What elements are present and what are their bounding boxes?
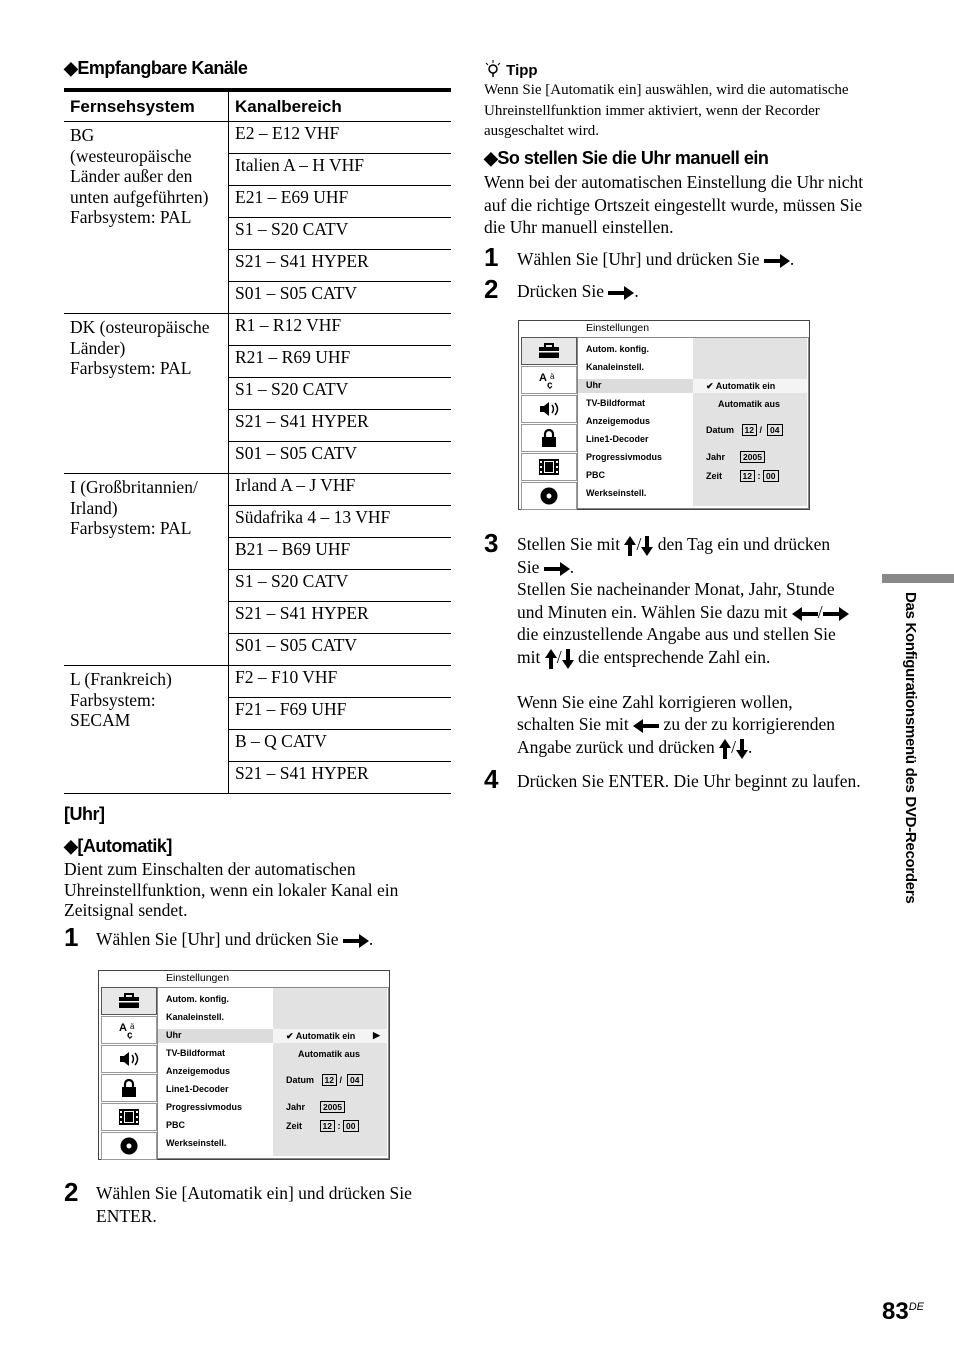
language-icon-tab[interactable] [101, 1016, 157, 1044]
step-number: 2 [64, 1177, 79, 1207]
menu-item[interactable]: Anzeigemodus [586, 416, 651, 426]
table-cell-range: S1 – S20 CATV [229, 570, 452, 602]
system-line: I (Großbritannien/ [70, 477, 198, 497]
table-cell-range: F2 – F10 VHF [229, 666, 452, 698]
speaker-icon [538, 401, 560, 417]
year-row: Jahr 2005 [706, 451, 765, 463]
film-icon-tab[interactable] [101, 1103, 157, 1131]
system-line: BG [70, 125, 95, 145]
table-header-range: Kanalbereich [229, 90, 452, 122]
system-line: (westeuropäische [70, 145, 192, 166]
toolbox-icon [118, 993, 140, 1009]
menu-item[interactable]: Werkseinstell. [166, 1138, 227, 1148]
menu-item[interactable]: TV-Bildformat [166, 1048, 226, 1058]
speaker-icon-tab[interactable] [101, 1045, 157, 1073]
tip-label: Tipp [484, 60, 538, 79]
table-cell-range: Irland A – J VHF [229, 474, 452, 506]
step-text: Wählen Sie [Automatik ein] und drücken Sie ENTER. [96, 1183, 412, 1226]
system-line: Länder) [70, 337, 126, 358]
table-cell-system [64, 474, 229, 666]
step-number: 2 [484, 274, 499, 304]
system-line: Farbsystem: PAL [70, 518, 192, 538]
year-field[interactable]: 2005 [740, 451, 765, 463]
table-cell-range: S01 – S05 CATV [229, 282, 452, 314]
table-cell-range: S21 – S41 HYPER [229, 250, 452, 282]
svg-text:ç: ç [127, 1030, 133, 1039]
day-field[interactable]: 12 [742, 424, 757, 436]
system-line: Farbsystem: [70, 689, 156, 710]
table-cell-range: Italien A – H VHF [229, 154, 452, 186]
system-line: Farbsystem: PAL [70, 207, 192, 227]
system-line: Länder außer den [70, 166, 193, 186]
hour-field[interactable]: 12 [740, 470, 755, 482]
section-heading-channels: ◆Empfangbare Kanäle [64, 58, 248, 78]
film-icon [539, 459, 559, 475]
arrow-down-icon [641, 536, 653, 556]
year-row: Jahr 2005 [286, 1101, 345, 1113]
arrow-right-icon [764, 254, 790, 268]
diamond-bullet-icon: ◆ [484, 148, 498, 168]
table-cell-range: S21 – S41 HYPER [229, 410, 452, 442]
table-row [64, 122, 451, 154]
step-text: Wählen Sie [Uhr] und drücken Sie . [517, 249, 795, 269]
day-field[interactable]: 12 [322, 1074, 337, 1086]
tip-text: Wenn Sie [Automatik ein] auswählen, wird die automatische Uhreinstellfunktion immer aktiviert, wenn der Recorder ausgeschaltet wird. [484, 82, 849, 139]
step-number: 1 [484, 242, 499, 272]
toolbox-icon-tab[interactable] [101, 987, 157, 1015]
arrow-up-icon [624, 536, 636, 556]
speaker-icon-tab[interactable] [521, 395, 577, 423]
system-line: unten aufgeführten) [70, 186, 209, 207]
lock-icon [541, 429, 557, 447]
system-line: SECAM [70, 710, 131, 730]
menu-item[interactable]: Uhr [166, 1030, 182, 1040]
arrow-up-icon [545, 649, 557, 669]
menu-item[interactable]: Line1-Decoder [166, 1084, 229, 1094]
check-icon: ✔ [706, 381, 714, 391]
language-icon-tab[interactable] [521, 366, 577, 394]
arrow-right-icon [544, 562, 570, 576]
time-row: Zeit 12 : 00 [286, 1120, 359, 1132]
month-field[interactable]: 04 [767, 424, 782, 436]
table-row [64, 314, 451, 346]
table-cell-range: R1 – R12 VHF [229, 314, 452, 346]
table-cell-system [64, 122, 229, 314]
table-row [64, 666, 451, 698]
page-number: 83DE [882, 1298, 924, 1325]
year-field[interactable]: 2005 [320, 1101, 345, 1113]
step-text: Drücken Sie ENTER. Die Uhr beginnt zu laufen. [517, 771, 861, 791]
table-cell-range: S1 – S20 CATV [229, 218, 452, 250]
month-field[interactable]: 04 [347, 1074, 362, 1086]
lock-icon-tab[interactable] [101, 1074, 157, 1102]
table-cell-system [64, 314, 229, 474]
arrow-down-icon [562, 649, 574, 669]
svg-text:ç: ç [547, 380, 553, 389]
table-cell-range: S1 – S20 CATV [229, 378, 452, 410]
time-row: Zeit 12 : 00 [706, 470, 779, 482]
channel-table [64, 88, 451, 794]
arrow-down-icon [736, 739, 748, 759]
arrow-right-icon [608, 286, 634, 300]
svg-text:A: A [119, 1022, 127, 1034]
menu-item[interactable]: PBC [586, 470, 606, 480]
settings-screen-automatik [98, 970, 390, 1160]
speaker-icon [118, 1051, 140, 1067]
minute-field[interactable]: 00 [763, 470, 778, 482]
table-cell-range: S21 – S41 HYPER [229, 602, 452, 634]
toolbox-icon-tab[interactable] [521, 337, 577, 365]
table-cell-range: B – Q CATV [229, 730, 452, 762]
menu-item[interactable]: Autom. konfig. [166, 994, 229, 1004]
disc-icon [120, 1137, 138, 1155]
manual-description: Wenn bei der automatischen Einstellung die Uhr nicht auf die richtige Ortszeit eingestellt wurde, müssen Sie die Uhr manuell einstellen. [484, 172, 864, 237]
hour-field[interactable]: 12 [320, 1120, 335, 1132]
system-line: Farbsystem: PAL [70, 358, 192, 378]
menu-item[interactable]: Progressivmodus [166, 1102, 243, 1112]
table-cell-range: S01 – S05 CATV [229, 442, 452, 474]
arrow-right-icon [343, 934, 369, 948]
settings-screen-manual [518, 320, 810, 510]
date-row: Datum 12 / 04 [286, 1074, 363, 1086]
lightbulb-icon [484, 60, 502, 78]
svg-text:ä: ä [130, 1022, 135, 1031]
step-number: 3 [484, 528, 499, 558]
manual-heading: ◆So stellen Sie die Uhr manuell ein [484, 148, 769, 168]
table-cell-range: R21 – R69 UHF [229, 346, 452, 378]
svg-text:A: A [539, 372, 547, 384]
menu-item[interactable]: Uhr [586, 380, 602, 390]
language-icon [119, 1021, 139, 1039]
table-cell-range: B21 – B69 UHF [229, 538, 452, 570]
sidebar-chapter-title: Das Konfigurationsmenü des DVD-Recorders [902, 592, 919, 904]
menu-item[interactable]: Autom. konfig. [586, 344, 649, 354]
table-row [64, 474, 451, 506]
menu-item[interactable]: Progressivmodus [586, 452, 663, 462]
toolbox-icon [538, 343, 560, 359]
menu-item[interactable]: PBC [166, 1120, 186, 1130]
menu-item[interactable]: Werkseinstell. [586, 488, 647, 498]
svg-text:ä: ä [550, 372, 555, 381]
screen-title: Einstellungen [586, 322, 650, 334]
film-icon [119, 1109, 139, 1125]
automatik-heading: ◆[Automatik] [64, 836, 172, 856]
language-icon [539, 371, 559, 389]
arrow-right-icon [823, 607, 849, 621]
system-line: Irland) [70, 497, 118, 518]
sidebar-marker [882, 574, 954, 583]
option-automatik-aus[interactable]: Automatik aus [718, 399, 781, 409]
option-automatik-ein[interactable]: ✔ Automatik ein [286, 1031, 356, 1041]
automatik-description: Dient zum Einschalten der automatischen Uhreinstellfunktion, wenn ein lokaler Kanal ein Zeitsignal sendet. [64, 859, 399, 920]
option-automatik-ein[interactable]: ✔ Automatik ein [706, 381, 776, 391]
menu-item[interactable]: Anzeigemodus [166, 1066, 231, 1076]
disc-icon [540, 487, 558, 505]
step-number: 4 [484, 764, 499, 794]
step-3-text: Stellen Sie mit / den Tag ein und drücken Sie . Stellen Sie nacheinander Monat, Jahr, Stunde und Minuten ein. Wählen Sie dazu mit / die einzustellende Angabe aus und stellen Sie mit / die entsprechende Zahl ein. Wenn Sie eine Zahl korrigieren wollen, schalten Sie mit zu der zu korrigierenden Angabe zurück und drücken / . [517, 533, 877, 759]
check-icon: ✔ [286, 1031, 294, 1041]
menu-item[interactable]: Kanaleinstell. [166, 1012, 225, 1022]
menu-item[interactable]: TV-Bildformat [586, 398, 646, 408]
arrow-left-icon [792, 607, 818, 621]
step-number: 1 [64, 922, 79, 952]
table-cell-range: E2 – E12 VHF [229, 122, 452, 154]
table-cell-range: F21 – F69 UHF [229, 698, 452, 730]
table-cell-range: S01 – S05 CATV [229, 634, 452, 666]
menu-item[interactable]: Line1-Decoder [586, 434, 649, 444]
minute-field[interactable]: 00 [343, 1120, 358, 1132]
film-icon-tab[interactable] [521, 453, 577, 481]
table-cell-range: S21 – S41 HYPER [229, 762, 452, 794]
screen-title: Einstellungen [166, 972, 230, 984]
disc-icon-tab[interactable] [101, 1132, 157, 1160]
disc-icon-tab[interactable] [521, 482, 577, 510]
lock-icon-tab[interactable] [521, 424, 577, 452]
uhr-heading: [Uhr] [64, 804, 105, 824]
table-header-system: Fernsehsystem [64, 90, 229, 122]
option-automatik-aus[interactable]: Automatik aus [298, 1049, 361, 1059]
menu-item[interactable]: Kanaleinstell. [586, 362, 645, 372]
table-cell-range: E21 – E69 UHF [229, 186, 452, 218]
arrow-left-icon [633, 719, 659, 733]
submenu-arrow-icon: ▶ [373, 1030, 380, 1040]
lock-icon [121, 1079, 137, 1097]
diamond-bullet-icon: ◆ [64, 836, 78, 856]
arrow-up-icon [719, 739, 731, 759]
diamond-bullet-icon: ◆ [64, 58, 78, 78]
system-line: L (Frankreich) [70, 669, 172, 689]
step-text: Wählen Sie [Uhr] und drücken Sie . [96, 929, 374, 949]
system-line: DK (osteuropäische [70, 317, 210, 337]
table-cell-system [64, 666, 229, 794]
step-text: Drücken Sie . [517, 281, 639, 301]
date-row: Datum 12 / 04 [706, 424, 783, 436]
table-cell-range: Südafrika 4 – 13 VHF [229, 506, 452, 538]
